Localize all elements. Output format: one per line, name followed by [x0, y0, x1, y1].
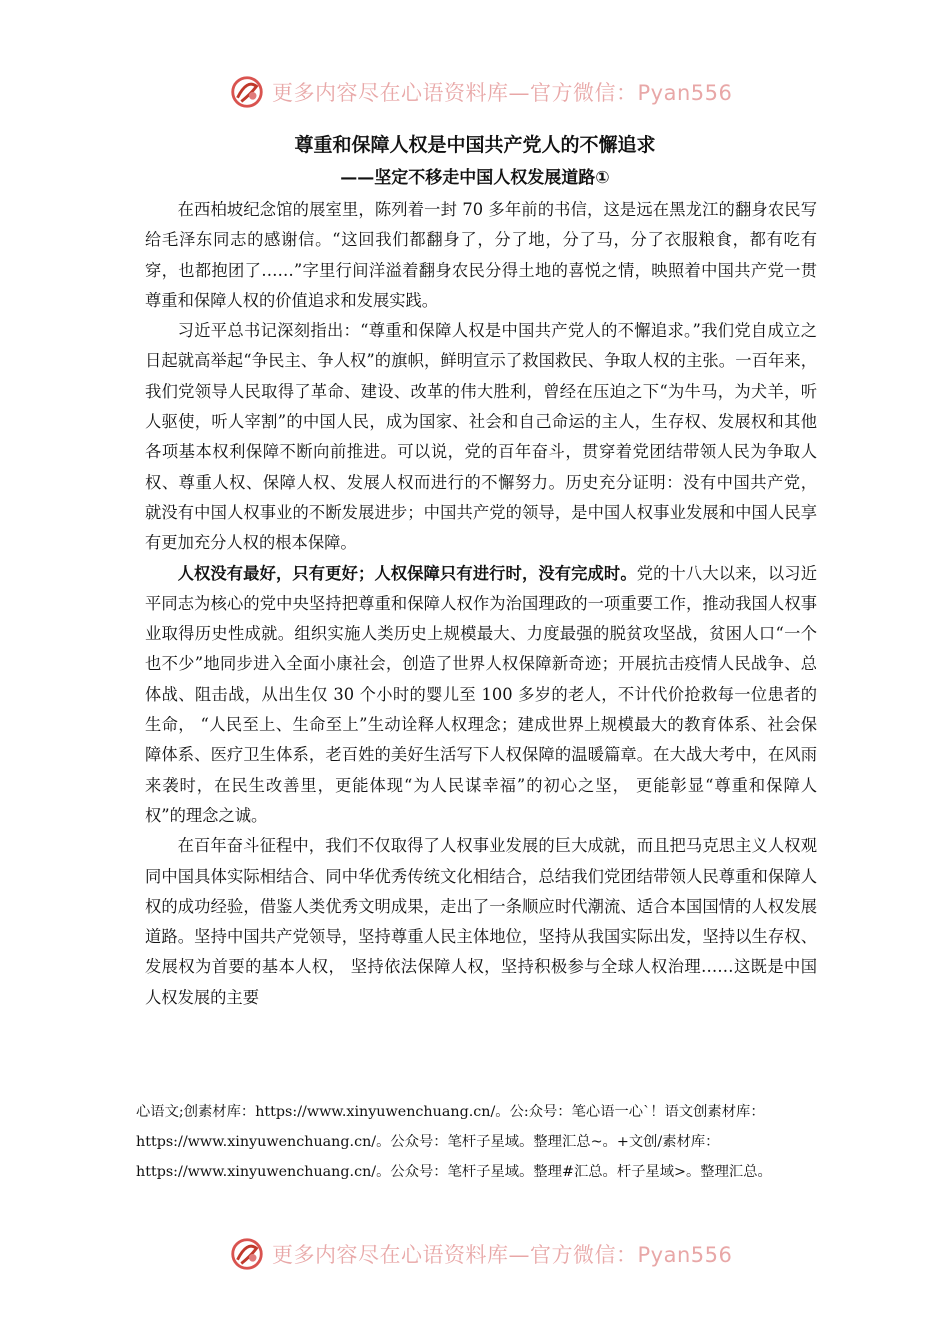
footer-watermark-banner: [0, 1232, 950, 1276]
paragraph-3-bold-lead: 人权没有最好，只有更好；人权保障只有进行时，没有完成时。: [177, 563, 637, 583]
paragraph-3-text: 党的十八大以来，以习近平同志为核心的党中央坚持把尊重和保障人权作为治国理政的一项重要工作，推动我国人权事业取得历史性成就。组织实施人类历史上规模最大、力度最强的脱贫攻坚战，贫困人口“一个也不少”地同步进入全面小康社会，创造了世界人权保障新奇迹；开展抗击疫情人民战争、总体战、阻击战，从出生仅 30 个小时的婴儿至 100 多岁的老人，不计代价抢救每一位患者的生命， “人民至上、生命至上”生动诠释人权理念；建成世界上规模最大的教育体系、社会保障体系、医疗卫生体系，老百姓的美好生活写下人权保障的温暖篇章。在大战大考中，在风雨来袭时，在民生改善里，更能体现“为人民谋幸福”的初心之坚， 更能彰显“尊重和保障人权”的理念之诚。: [145, 563, 817, 825]
source-note: 心语文;创素材库：https://www.xinyuwenchuang.cn/。公:众号：笔心语一心`！语文创素材库：https://www.xinyuwenchuang.cn/。公众号：笔杆子星域。整理汇总~。+文创/素材库：https://www.xinyuwenchuang.cn/。公众号：笔杆子星域。整理#汇总。杆子星域>。整理汇总。: [136, 1104, 772, 1180]
banner-text: 更多内容尽在心语资料库—官方微信：Pyan556: [272, 81, 733, 105]
swirl-logo-icon: [228, 73, 266, 111]
paragraph-2: 习近平总书记深刻指出：“尊重和保障人权是中国共产党人的不懈追求。”我们党自成立之日起就高举起“争民主、争人权”的旗帜，鲜明宣示了救国救民、争取人权的主张。一百年来，我们党领导人民取得了革命、建设、改革的伟大胜利，曾经在压迫之下“为牛马，为犬羊，听人驱使，听人宰割”的中国人民，成为国家、社会和自己命运的主人，生存权、发展权和其他各项基本权利保障不断向前推进。可以说，党的百年奋斗，贯穿着党团结带领人民为争取人权、尊重人权、保障人权、发展人权而进行的不懈努力。历史充分证明：没有中国共产党， 就没有中国人权事业的不断发展进步；中国共产党的领导，是中国人权事业发展和中国人民享有更加充分人权的根本保障。: [145, 321, 817, 553]
paragraph-3: [145, 559, 817, 832]
article-title: 尊重和保障人权是中国共产党人的不懈追求: [294, 134, 656, 156]
article-subtitle: ——坚定不移走中国人权发展道路①: [340, 168, 610, 188]
header-watermark-banner: [0, 70, 950, 114]
paragraph-1: 在西柏坡纪念馆的展室里，陈列着一封 70 多年前的书信，这是远在黑龙江的翻身农民写给毛泽东同志的感谢信。“这回我们都翻身了，分了地，分了马，分了衣服粮食，都有吃有穿，也都抱团了……”字里行间洋溢着翻身农民分得土地的喜悦之情，映照着中国共产党一贯尊重和保障人权的价值追求和发展实践。: [145, 200, 817, 310]
article-body: [145, 195, 817, 1013]
swirl-logo-icon: [228, 1235, 266, 1273]
paragraph-4: 在百年奋斗征程中，我们不仅取得了人权事业发展的巨大成就，而且把马克思主义人权观同中国具体实际相结合、同中华优秀传统文化相结合，总结我们党团结带领人民尊重和保障人权的成功经验，借鉴人类优秀文明成果，走出了一条顺应时代潮流、适合本国国情的人权发展道路。坚持中国共产党领导，坚持尊重人民主体地位，坚持从我国实际出发，坚持以生存权、发展权为首要的基本人权， 坚持依法保障人权，坚持积极参与全球人权治理……这既是中国人权发展的主要: [145, 836, 817, 1007]
banner-text: 更多内容尽在心语资料库—官方微信：Pyan556: [272, 1243, 733, 1267]
